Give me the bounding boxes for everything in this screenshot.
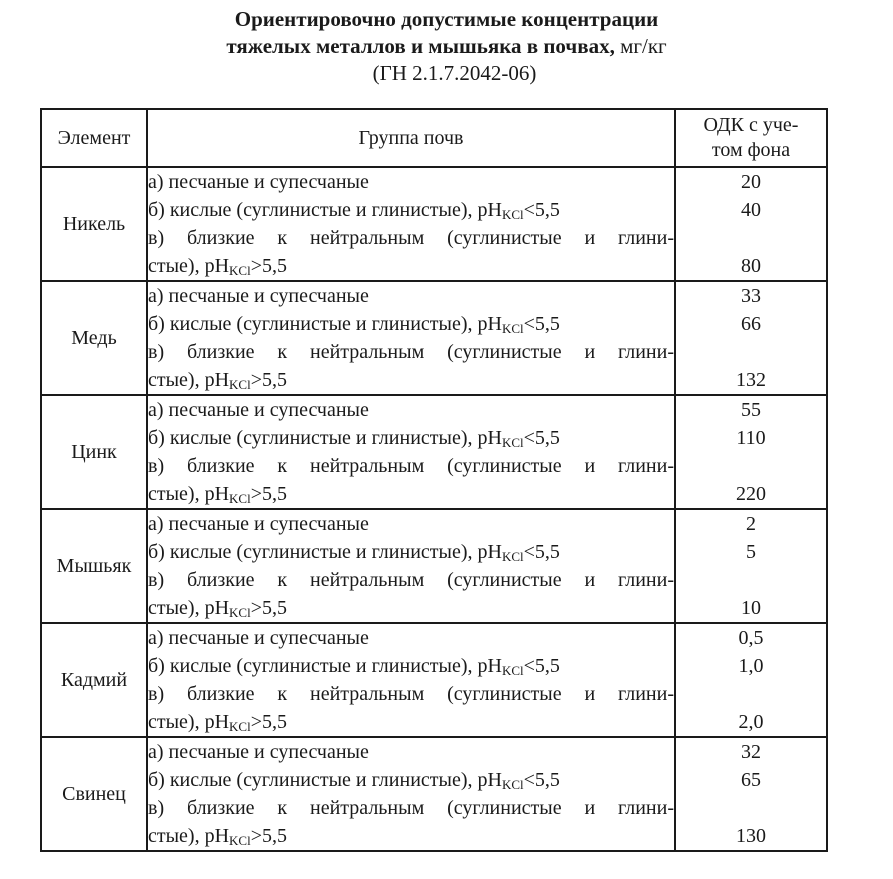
group-b-suffix: <5,5 [523, 427, 560, 449]
value-cell [675, 623, 827, 737]
group-c-sub: KCl [229, 377, 251, 392]
group-b-prefix: б) кислые (суглинистые и глинистые), pH [148, 769, 502, 791]
group-b [148, 196, 674, 224]
group-b-prefix: б) кислые (суглинистые и глинистые), pH [148, 313, 502, 335]
group-c-prefix: стые), pH [148, 483, 230, 505]
group-c-sub: KCl [229, 491, 251, 506]
value-b: 40 [741, 199, 761, 221]
group-a: а) песчаные и супесчаные [148, 285, 369, 307]
group-b-sub: KCl [501, 549, 524, 564]
group-b [148, 766, 674, 794]
group-cell [147, 281, 675, 395]
group-c-line-2 [148, 594, 674, 622]
table-row [41, 167, 827, 281]
group-b-suffix: <5,5 [523, 655, 560, 677]
group-b-sub: KCl [501, 663, 524, 678]
group-c-line-1: в) близкие к нейтральным (суглинистые и глини- [148, 341, 674, 363]
value-b: 5 [746, 541, 756, 563]
header-row [41, 109, 827, 167]
value-cell [675, 167, 827, 281]
caption-line-2 [0, 33, 893, 60]
value-a: 32 [741, 741, 761, 763]
value-c: 132 [736, 369, 766, 391]
group-c-line-1: в) близкие к нейтральным (суглинистые и глини- [148, 569, 674, 591]
group-cell [147, 737, 675, 851]
group-c-prefix: стые), pH [148, 369, 230, 391]
value-b: 110 [736, 427, 766, 449]
caption-line-2-bold: тяжелых металлов и мышьяка в почвах, [226, 34, 615, 58]
group-c-line-2 [148, 252, 674, 280]
value-c: 2,0 [738, 711, 764, 733]
group-c-sub: KCl [229, 605, 251, 620]
group-b-prefix: б) кислые (суглинистые и глинистые), pH [148, 199, 502, 221]
value-c: 130 [736, 825, 766, 847]
header-value-line-1: ОДК с уче- [703, 114, 799, 136]
value-b: 65 [741, 769, 761, 791]
value-a: 55 [741, 399, 761, 421]
table-row [41, 737, 827, 851]
group-b [148, 424, 674, 452]
group-b [148, 538, 674, 566]
group-c-sub: KCl [229, 833, 251, 848]
group-c-line-2 [148, 366, 674, 394]
group-c-suffix: >5,5 [250, 255, 287, 277]
group-c-suffix: >5,5 [250, 369, 287, 391]
group-b-suffix: <5,5 [523, 541, 560, 563]
group-b-prefix: б) кислые (суглинистые и глинистые), pH [148, 541, 502, 563]
header-group: Группа почв [147, 109, 675, 167]
value-b: 1,0 [738, 655, 764, 677]
group-a: а) песчаные и супесчаные [148, 627, 369, 649]
element-cell: Кадмий [41, 623, 147, 737]
value-spacer [676, 338, 826, 366]
group-c-line-2 [148, 708, 674, 736]
group-c-line-1: в) близкие к нейтральным (суглинистые и глини- [148, 683, 674, 705]
group-c-sub: KCl [229, 263, 251, 278]
caption-standard: (ГН 2.1.7.2042-06) [372, 61, 537, 85]
group-c-line-1: в) близкие к нейтральным (суглинистые и глини- [148, 227, 674, 249]
header-element: Элемент [41, 109, 147, 167]
group-b-prefix: б) кислые (суглинистые и глинистые), pH [148, 655, 502, 677]
group-cell [147, 395, 675, 509]
table-caption [0, 6, 893, 87]
group-b-suffix: <5,5 [523, 199, 560, 221]
group-b-sub: KCl [501, 207, 524, 222]
group-c-prefix: стые), pH [148, 255, 230, 277]
group-b-suffix: <5,5 [523, 769, 560, 791]
group-c-suffix: >5,5 [250, 825, 287, 847]
value-b: 66 [741, 313, 761, 335]
element-cell: Мышьяк [41, 509, 147, 623]
value-spacer [676, 680, 826, 708]
group-b [148, 310, 674, 338]
value-spacer [676, 794, 826, 822]
table-row [41, 395, 827, 509]
table-body [41, 167, 827, 851]
value-spacer [676, 452, 826, 480]
group-cell [147, 509, 675, 623]
group-a: а) песчаные и супесчаные [148, 171, 369, 193]
table-row [41, 509, 827, 623]
header-value [675, 109, 827, 167]
group-b [148, 652, 674, 680]
caption-line-1: Ориентировочно допустимые концентрации [234, 7, 659, 31]
value-a: 0,5 [738, 627, 764, 649]
group-c-line-1: в) близкие к нейтральным (суглинистые и глини- [148, 455, 674, 477]
value-cell [675, 281, 827, 395]
group-b-sub: KCl [501, 435, 524, 450]
value-a: 33 [741, 285, 761, 307]
group-c-prefix: стые), pH [148, 825, 230, 847]
group-c-line-2 [148, 480, 674, 508]
caption-unit: мг/кг [614, 34, 667, 58]
value-cell [675, 737, 827, 851]
group-cell [147, 167, 675, 281]
group-c-line-2 [148, 822, 674, 850]
group-c-suffix: >5,5 [250, 483, 287, 505]
element-cell: Медь [41, 281, 147, 395]
value-a: 2 [746, 513, 756, 535]
group-c-prefix: стые), pH [148, 711, 230, 733]
group-a: а) песчаные и супесчаные [148, 513, 369, 535]
group-b-sub: KCl [501, 777, 524, 792]
group-b-prefix: б) кислые (суглинистые и глинистые), pH [148, 427, 502, 449]
value-cell [675, 509, 827, 623]
table-row [41, 623, 827, 737]
value-c: 220 [736, 483, 766, 505]
element-cell: Никель [41, 167, 147, 281]
group-c-prefix: стые), pH [148, 597, 230, 619]
value-spacer [676, 224, 826, 252]
group-b-sub: KCl [501, 321, 524, 336]
value-a: 20 [741, 171, 761, 193]
element-cell: Свинец [41, 737, 147, 851]
table-row [41, 281, 827, 395]
group-c-suffix: >5,5 [250, 597, 287, 619]
value-c: 80 [741, 255, 761, 277]
header-value-line-2: том фона [711, 139, 791, 161]
group-a: а) песчаные и супесчаные [148, 399, 369, 421]
value-c: 10 [741, 597, 761, 619]
value-cell [675, 395, 827, 509]
value-spacer [676, 566, 826, 594]
odk-table [40, 108, 828, 852]
group-c-suffix: >5,5 [250, 711, 287, 733]
group-c-sub: KCl [229, 719, 251, 734]
group-b-suffix: <5,5 [523, 313, 560, 335]
group-a: а) песчаные и супесчаные [148, 741, 369, 763]
group-c-line-1: в) близкие к нейтральным (суглинистые и глини- [148, 797, 674, 819]
element-cell: Цинк [41, 395, 147, 509]
group-cell [147, 623, 675, 737]
